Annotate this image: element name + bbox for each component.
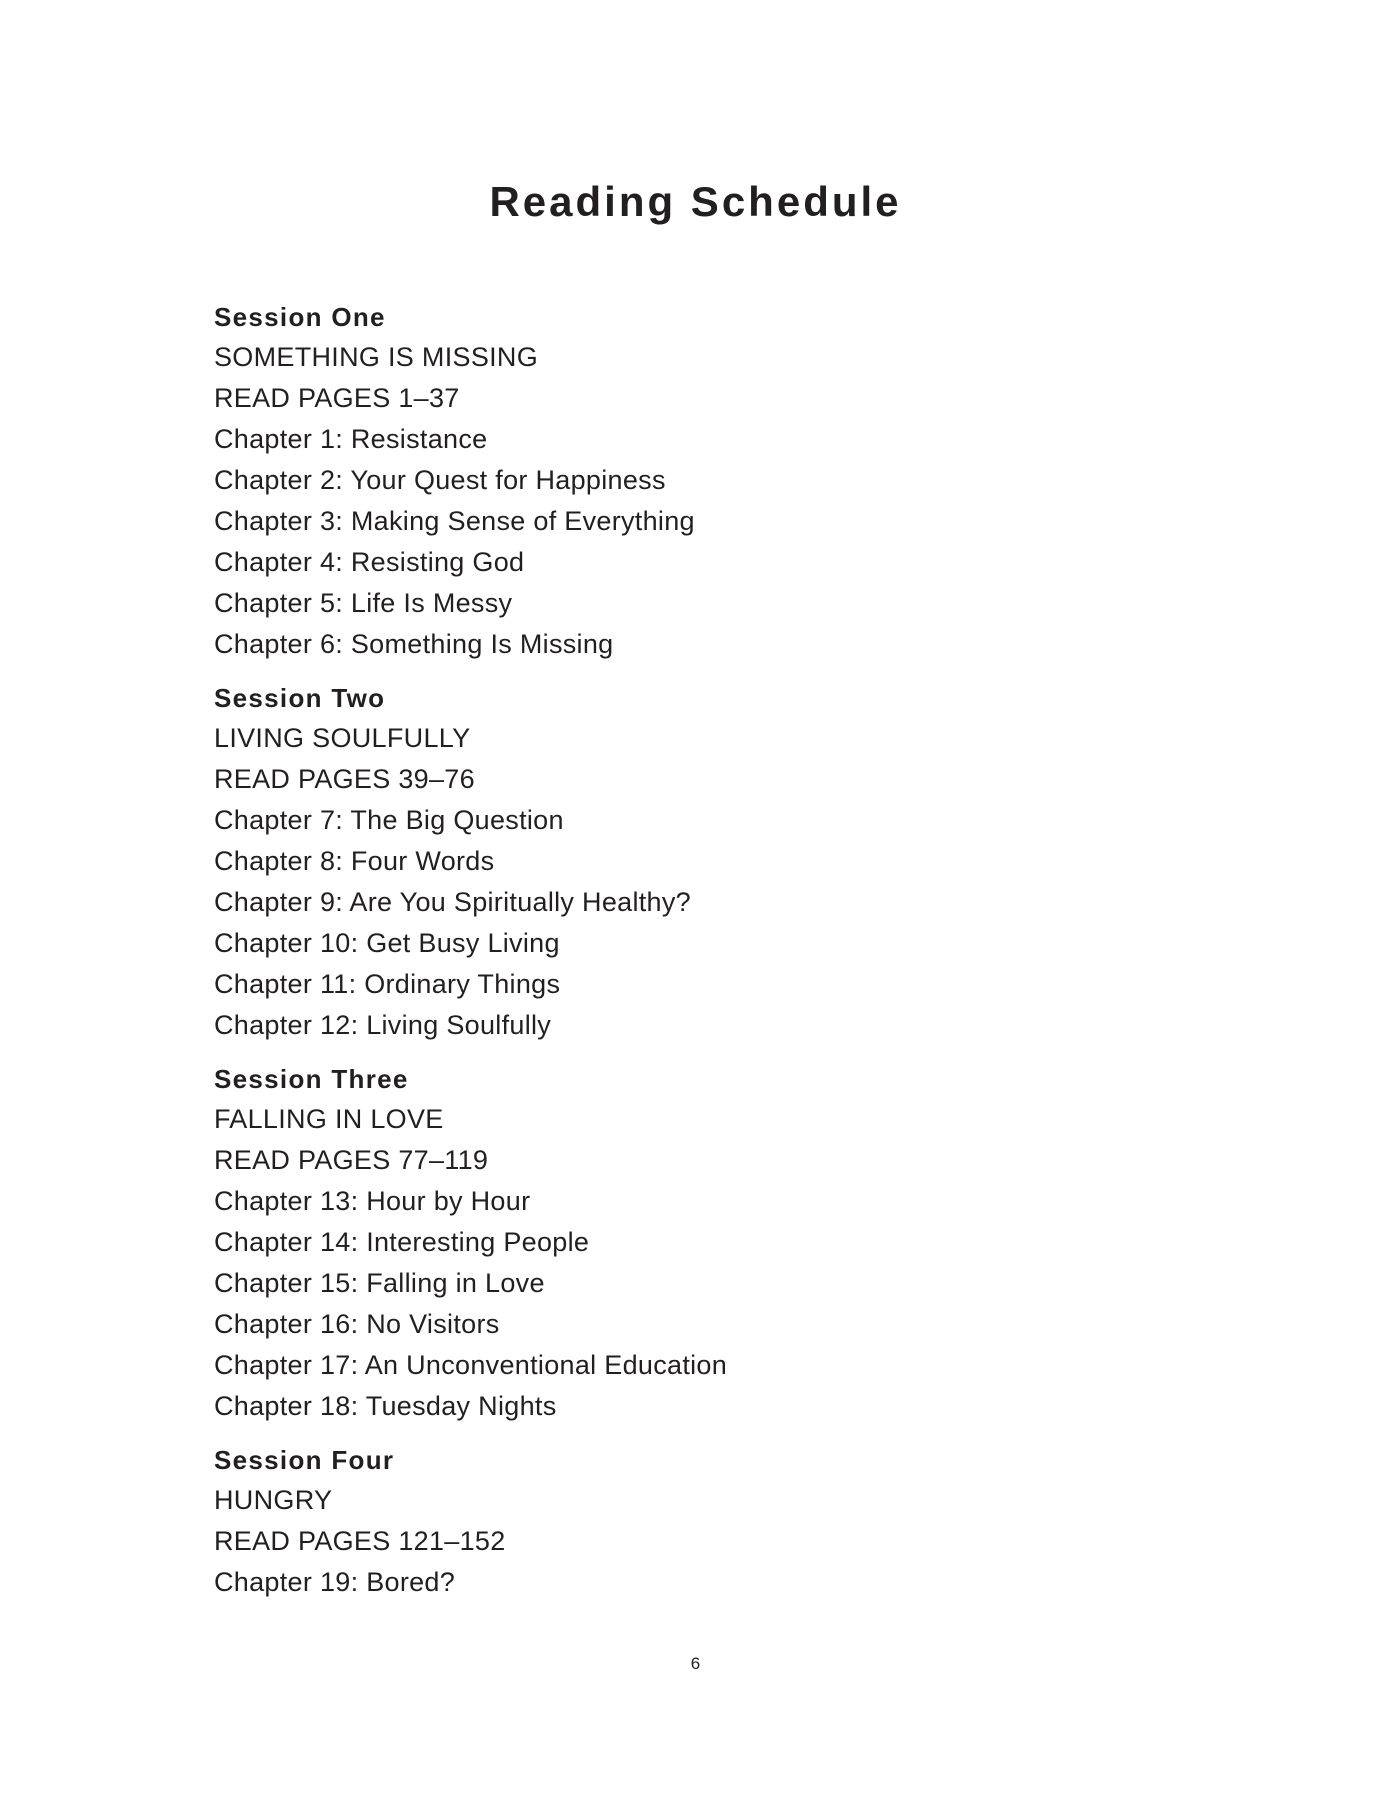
session-pages: READ PAGES 39–76 — [214, 764, 475, 794]
page-number: 6 — [690, 1654, 701, 1673]
reading-schedule — [214, 297, 1214, 1616]
chapter-item: Chapter 1: Resistance — [214, 424, 488, 454]
session-pages: READ PAGES 121–152 — [214, 1526, 506, 1556]
page-title: Reading Schedule — [489, 178, 902, 225]
session-heading: Session Four — [214, 1445, 395, 1475]
chapter-item: Chapter 11: Ordinary Things — [214, 969, 561, 999]
session-pages: READ PAGES 1–37 — [214, 383, 460, 413]
chapter-item: Chapter 7: The Big Question — [214, 805, 564, 835]
session-heading: Session Two — [214, 683, 386, 713]
session-theme: LIVING SOULFULLY — [214, 723, 471, 753]
session-two — [214, 678, 1214, 1046]
chapter-item: Chapter 4: Resisting God — [214, 547, 525, 577]
session-theme: FALLING IN LOVE — [214, 1104, 444, 1134]
chapter-item: Chapter 9: Are You Spiritually Healthy? — [214, 887, 691, 917]
session-pages: READ PAGES 77–119 — [214, 1145, 489, 1175]
chapter-item: Chapter 17: An Unconventional Education — [214, 1350, 728, 1380]
session-theme: HUNGRY — [214, 1485, 333, 1515]
chapter-item: Chapter 15: Falling in Love — [214, 1268, 545, 1298]
chapter-item: Chapter 3: Making Sense of Everything — [214, 506, 695, 536]
chapter-item: Chapter 13: Hour by Hour — [214, 1186, 531, 1216]
chapter-item: Chapter 2: Your Quest for Happiness — [214, 465, 666, 495]
chapter-item: Chapter 10: Get Busy Living — [214, 928, 560, 958]
session-four — [214, 1440, 1214, 1603]
session-heading: Session Three — [214, 1064, 409, 1094]
chapter-item: Chapter 5: Life Is Messy — [214, 588, 513, 618]
session-one — [214, 297, 1214, 665]
chapter-item: Chapter 19: Bored? — [214, 1567, 456, 1597]
session-heading: Session One — [214, 302, 386, 332]
chapter-item: Chapter 6: Something Is Missing — [214, 629, 614, 659]
chapter-item: Chapter 12: Living Soulfully — [214, 1010, 552, 1040]
chapter-item: Chapter 18: Tuesday Nights — [214, 1391, 557, 1421]
session-theme: SOMETHING IS MISSING — [214, 342, 539, 372]
chapter-item: Chapter 14: Interesting People — [214, 1227, 590, 1257]
chapter-item: Chapter 16: No Visitors — [214, 1309, 500, 1339]
chapter-item: Chapter 8: Four Words — [214, 846, 495, 876]
session-three — [214, 1059, 1214, 1427]
